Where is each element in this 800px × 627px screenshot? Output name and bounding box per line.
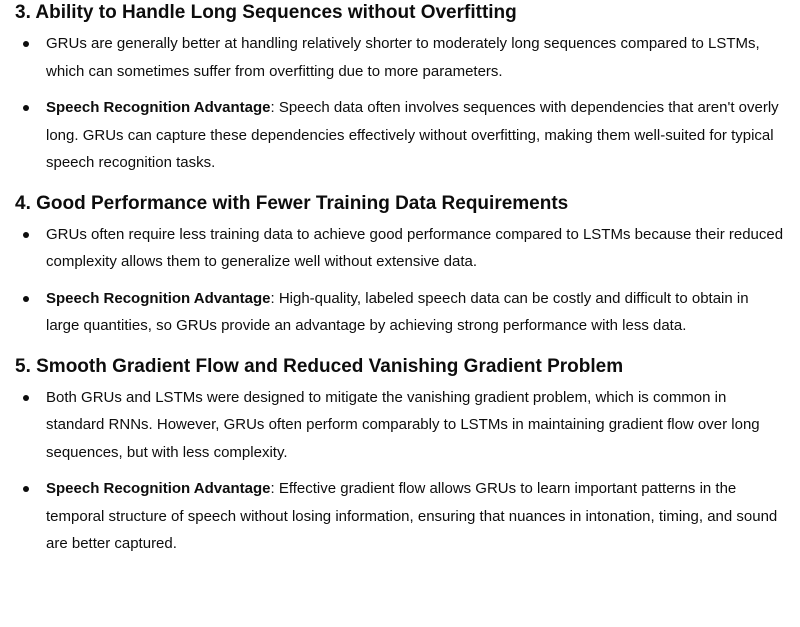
bullet-text: GRUs are generally better at handling relatively shorter to moderately long sequences compared to LSTMs, which can sometimes suffer from overfitting due to more parameters.	[46, 35, 760, 80]
section-heading: 3. Ability to Handle Long Sequences without Overfitting	[15, 2, 517, 23]
bullet-lead: Speech Recognition Advantage	[46, 480, 271, 497]
bullet-lead: Speech Recognition Advantage	[46, 289, 271, 307]
section-3	[15, 0, 785, 177]
bullet-list	[15, 384, 785, 558]
bullet-item	[15, 384, 785, 467]
bullet-item	[15, 221, 785, 276]
bullet-item	[15, 285, 785, 340]
section-heading: 4. Good Performance with Fewer Training Data Requirements	[15, 192, 569, 214]
section-4	[15, 191, 785, 340]
bullet-list	[15, 30, 785, 177]
bullet-text: : High-quality, labeled speech data can be costly and difficult to obtain in large quantities, so GRUs provide an advantage by achieving strong performance with less data.	[46, 289, 749, 334]
bullet-text: Both GRUs and LSTMs were designed to mitigate the vanishing gradient problem, which is common in standard RNNs. However, GRUs often perform comparably to LSTMs in maintaining gradient flow over long sequences, but with less complexity.	[46, 388, 760, 461]
bullet-list	[15, 221, 785, 340]
section-heading: 5. Smooth Gradient Flow and Reduced Vanishing Gradient Problem	[15, 355, 624, 377]
bullet-text: : Speech data often involves sequences with dependencies that aren't overly long. GRUs can capture these dependencies effectively without overfitting, making them well-suited for typical speech recognition tasks.	[46, 99, 779, 171]
bullet-text: GRUs often require less training data to achieve good performance compared to LSTMs because their reduced complexity allows them to generalize well without extensive data.	[46, 225, 784, 270]
document-content	[15, 0, 785, 558]
bullet-item	[15, 475, 785, 558]
bullet-item	[15, 30, 785, 85]
section-5	[15, 354, 785, 558]
bullet-item	[15, 94, 785, 177]
bullet-lead: Speech Recognition Advantage	[46, 99, 271, 116]
bullet-text: : Effective gradient flow allows GRUs to learn important patterns in the temporal structure of speech without losing information, ensuring that nuances in intonation, timing, and sound are better captured.	[46, 480, 778, 552]
